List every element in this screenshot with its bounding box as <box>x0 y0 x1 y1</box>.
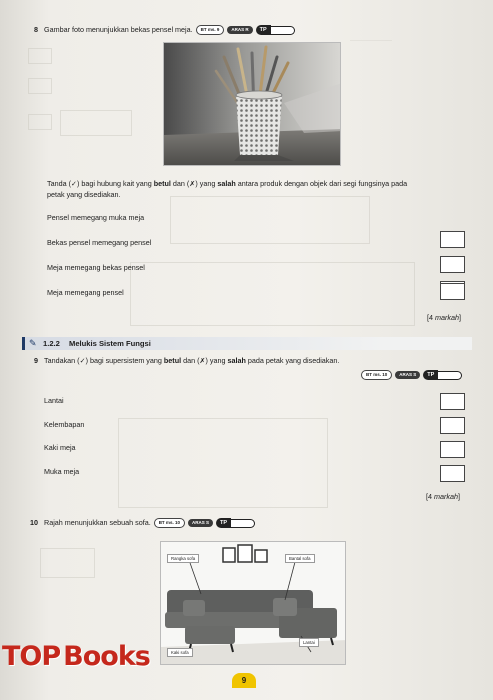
q9-item-4: Muka meja <box>44 467 80 476</box>
section-title: Melukis Sistem Fungsi <box>69 339 151 348</box>
tick-symbol: ✓ <box>70 179 78 188</box>
level-badge: ARAS R <box>227 26 252 34</box>
bleed-box <box>130 262 415 326</box>
pencil-ruler-icon: ✎ <box>29 338 37 348</box>
question-8-instruction <box>47 179 407 189</box>
q9-item-3: Kaki meja <box>44 443 76 452</box>
tp-box <box>231 519 255 528</box>
section-heading <box>22 337 472 350</box>
q8-item-3: Meja memegang bekas pensel <box>47 263 145 272</box>
q9-answer-box-1[interactable] <box>440 393 465 410</box>
tp-box <box>271 26 295 35</box>
instruction-text: Tanda ( <box>47 179 71 188</box>
level-badge: ARAS S <box>188 519 213 527</box>
instruction-text: ) yang <box>195 179 218 188</box>
question-text: Rajah menunjukkan sebuah sofa. <box>44 518 151 527</box>
marks-text: [4 <box>427 313 435 322</box>
tp-badge <box>216 518 255 528</box>
tp-label: TP <box>256 25 271 35</box>
marks-text: ] <box>458 313 461 322</box>
question-number: 8 <box>34 25 38 34</box>
question-text: Gambar foto menunjukkan bekas pensel meja. <box>44 25 193 34</box>
cross-symbol: ✗ <box>199 356 206 365</box>
q9-item-1: Lantai <box>44 396 64 405</box>
label-kaki-sofa: Kaki sofa <box>167 648 193 657</box>
q8-item-1: Pensel memegang muka meja <box>47 213 145 222</box>
instruction-text: dan ( <box>170 179 190 188</box>
question-text: ) bagi supersistem yang <box>85 356 164 365</box>
bleed-box <box>40 548 95 578</box>
question-text: pada petak yang disediakan. <box>245 356 340 365</box>
question-number: 10 <box>30 518 38 527</box>
bleed-box <box>28 114 52 130</box>
instruction-emphasis: salah <box>217 179 236 188</box>
tp-badge <box>256 25 295 35</box>
label-bantal-sofa: Bantal sofa <box>285 554 315 563</box>
q8-answer-box-4[interactable] <box>440 283 465 300</box>
level-badge: ARAS S <box>395 371 420 379</box>
reference-badge: BT ms. 9 <box>196 25 225 35</box>
tp-label: TP <box>216 518 231 528</box>
q9-answer-box-3[interactable] <box>440 441 465 458</box>
question-number: 9 <box>34 356 38 365</box>
marks-word: markah <box>435 313 459 322</box>
question-emphasis: salah <box>227 356 246 365</box>
page-number: 9 <box>232 673 256 688</box>
q8-marks <box>427 313 461 322</box>
tick-symbol: ✓ <box>79 356 86 365</box>
question-text: ) yang <box>205 356 228 365</box>
q8-item-2: Bekas pensel memegang pensel <box>47 238 152 247</box>
question-text: dan ( <box>181 356 200 365</box>
bleed-box <box>28 48 52 64</box>
marks-text: [4 <box>426 492 434 501</box>
q9-answer-box-4[interactable] <box>440 465 465 482</box>
question-8-header <box>34 25 295 35</box>
bleed-box <box>170 196 370 244</box>
reference-badge: BT ms. 10 <box>154 518 185 528</box>
q8-answer-box-2[interactable] <box>440 256 465 273</box>
question-9-header <box>34 356 339 366</box>
q9-marks <box>426 492 460 501</box>
marks-text: ] <box>457 492 460 501</box>
question-10-header <box>30 518 255 528</box>
section-number: 1.2.2 <box>43 339 60 348</box>
label-lantai: Lantai <box>299 638 319 647</box>
q9-answer-box-2[interactable] <box>440 417 465 434</box>
bleed-box <box>118 418 328 508</box>
q8-answer-box-1[interactable] <box>440 231 465 248</box>
bleed-text: ——————— <box>350 38 392 44</box>
marks-word: markah <box>434 492 458 501</box>
instruction-text: antara produk dengan objek dari segi fungsinya pada <box>235 179 408 188</box>
pencil-holder-photo <box>163 42 341 166</box>
instruction-text: ) bagi hubung kait yang <box>77 179 154 188</box>
question-9-tags <box>358 370 462 380</box>
reference-badge: BT ms. 10 <box>361 370 392 380</box>
instruction-emphasis: betul <box>153 179 171 188</box>
q8-item-4: Meja memegang pensel <box>47 288 124 297</box>
topbooks-logo <box>2 641 150 672</box>
tp-label: TP <box>423 370 438 380</box>
logo-text: TOP <box>2 641 61 672</box>
q9-item-2: Kelembapan <box>44 420 85 429</box>
bleed-box <box>28 78 52 94</box>
label-rangka-sofa: Rangka sofa <box>167 554 199 563</box>
cross-symbol: ✗ <box>189 179 196 188</box>
tp-badge <box>423 370 462 380</box>
question-emphasis: betul <box>163 356 182 365</box>
sofa-photo <box>160 541 346 665</box>
logo-text: Books <box>63 641 150 672</box>
question-text: Tandakan ( <box>44 356 80 365</box>
tp-box <box>438 371 462 380</box>
bleed-box <box>60 110 132 136</box>
question-8-instruction-2: petak yang disediakan. <box>47 190 121 199</box>
